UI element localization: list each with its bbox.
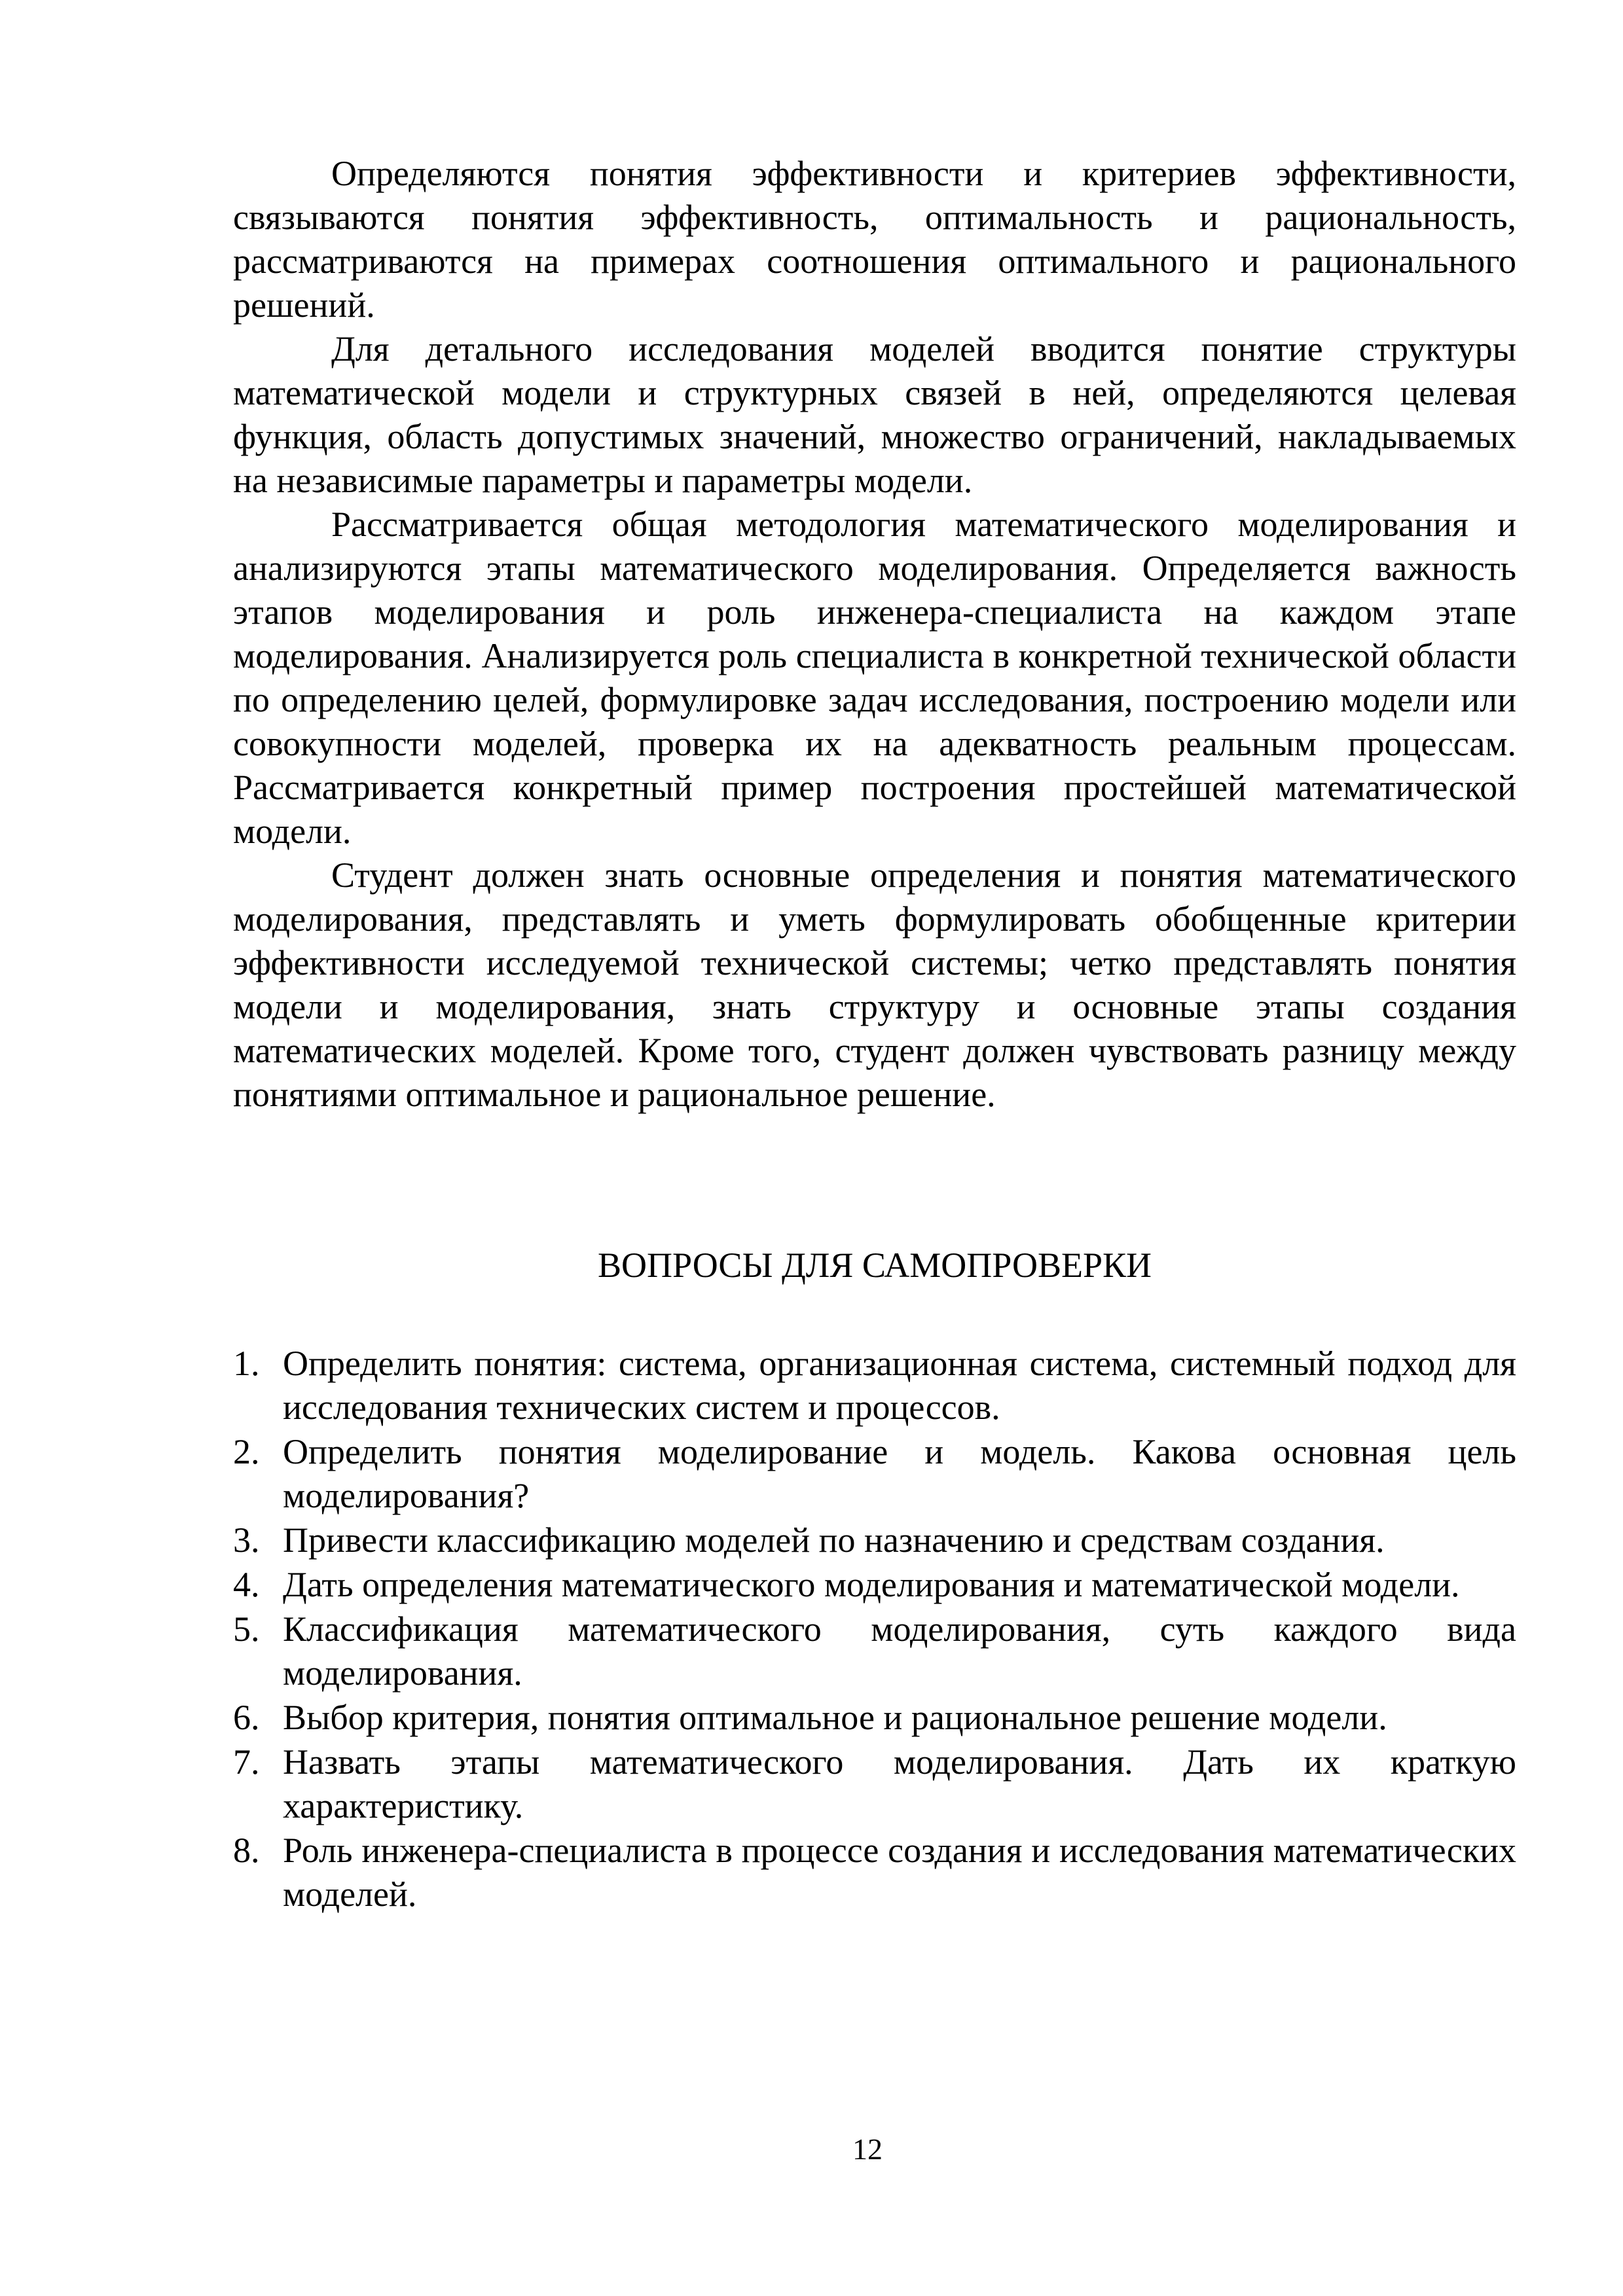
question-text: Роль инженера-специалиста в процессе создания и исследования математических моделей. <box>283 1831 1516 1914</box>
question-text: Классификация математического моделирования, суть каждого вида моделирования. <box>283 1609 1516 1693</box>
question-number: 8. <box>233 1831 260 1870</box>
self-check-questions-list <box>233 1342 1516 1917</box>
question-number: 5. <box>233 1609 260 1649</box>
question-text: Определить понятия: система, организационная система, системный подход для исследования технических систем и процессов. <box>283 1344 1516 1427</box>
question-item <box>233 1607 1516 1695</box>
question-text: Определить понятия моделирование и модель. Какова основная цель моделирования? <box>283 1432 1516 1515</box>
question-item <box>233 1563 1516 1607</box>
body-text <box>233 152 1516 1117</box>
question-number: 1. <box>233 1344 260 1383</box>
question-text: Выбор критерия, понятия оптимальное и рациональное решение модели. <box>283 1698 1387 1737</box>
question-item <box>233 1829 1516 1916</box>
question-text: Дать определения математического моделирования и математической модели. <box>283 1565 1460 1604</box>
question-item <box>233 1740 1516 1828</box>
paragraph-efficiency-criteria: Определяются понятия эффективности и критериев эффективности, связываются понятия эффективность, оптимальность и рациональность, рассматриваются на примерах соотношения оптимального и рационального решений. <box>233 154 1516 325</box>
paragraph-student-requirements: Студент должен знать основные определения и понятия математического моделирования, представлять и уметь формулировать обобщенные критерии эффективности исследуемой технической системы; четко представлять понятия модели и моделирования, знать структуру и основные этапы создания математических моделей. Кроме того, студент должен чувствовать разницу между понятиями оптимальное и рациональное решение. <box>233 855 1516 1114</box>
question-item <box>233 1342 1516 1429</box>
question-number: 4. <box>233 1565 260 1604</box>
question-text: Привести классификацию моделей по назначению и средствам создания. <box>283 1520 1385 1560</box>
question-number: 3. <box>233 1520 260 1560</box>
question-number: 2. <box>233 1432 260 1471</box>
question-item <box>233 1518 1516 1562</box>
paragraph-modeling-methodology: Рассматривается общая методология математического моделирования и анализируются этапы математического моделирования. Определяется важность этапов моделирования и роль инженера-специалиста на каждом этапе моделирования. Анализируется роль специалиста в конкретной технической области по определению целей, формулировке задач исследования, построению модели или совокупности моделей, проверка их на адекватность реальным процессам. Рассматривается конкретный пример построения простейшей математической модели. <box>233 505 1516 851</box>
section-heading: ВОПРОСЫ ДЛЯ САМОПРОВЕРКИ <box>597 1246 1152 1285</box>
question-item <box>233 1696 1516 1740</box>
paragraph-model-structure: Для детального исследования моделей вводится понятие структуры математической модели и структурных связей в ней, определяются целевая функция, область допустимых значений, множество ограничений, накладываемых на независимые параметры и параметры модели. <box>233 329 1516 500</box>
page-number: 12 <box>852 2132 883 2166</box>
question-item <box>233 1430 1516 1518</box>
question-text: Назвать этапы математического моделирования. Дать их краткую характеристику. <box>283 1742 1516 1825</box>
question-number: 7. <box>233 1742 260 1782</box>
question-number: 6. <box>233 1698 260 1737</box>
